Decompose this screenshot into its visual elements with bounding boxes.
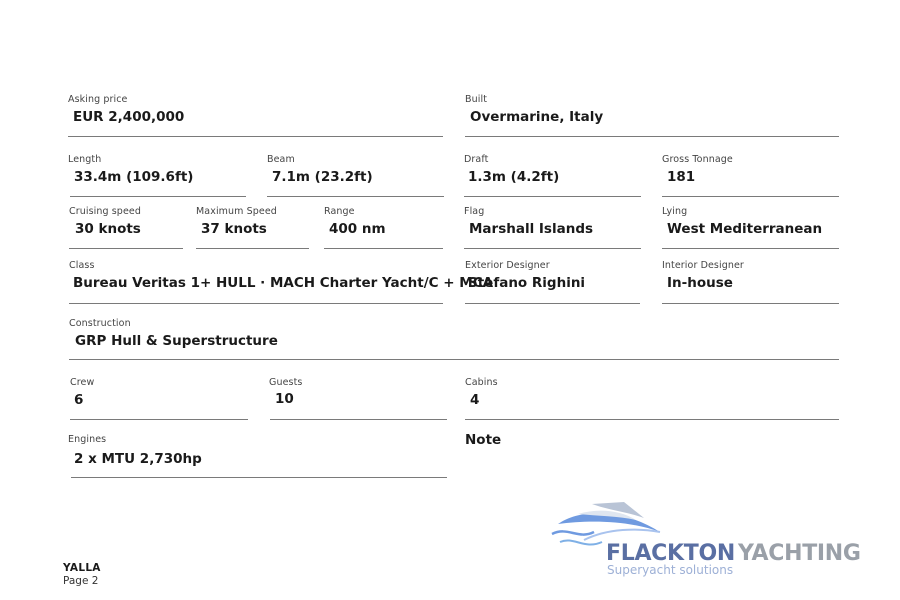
gross-tonnage-label: Gross Tonnage bbox=[662, 154, 733, 165]
interior-designer-label: Interior Designer bbox=[662, 260, 744, 271]
divider bbox=[69, 359, 839, 360]
divider bbox=[662, 303, 839, 304]
class-field bbox=[69, 260, 494, 291]
class-value: Bureau Veritas 1+ HULL · MACH Charter Yacht/C + MCA bbox=[73, 275, 494, 291]
interior-designer-field bbox=[662, 260, 744, 291]
interior-designer-value: In-house bbox=[667, 275, 733, 291]
construction-label: Construction bbox=[69, 318, 131, 329]
length-field bbox=[68, 154, 194, 185]
asking-price-value: EUR 2,400,000 bbox=[73, 109, 185, 125]
maximum-speed-label: Maximum Speed bbox=[196, 206, 277, 217]
engines-field bbox=[68, 434, 202, 467]
divider bbox=[465, 303, 640, 304]
range-label: Range bbox=[324, 206, 355, 217]
flackton-yachting-logo bbox=[548, 498, 878, 582]
crew-value: 6 bbox=[74, 392, 84, 408]
construction-field bbox=[69, 318, 278, 349]
logo-brand-flackton: FLACKTON bbox=[606, 541, 735, 566]
crew-field bbox=[70, 377, 95, 408]
guests-label: Guests bbox=[269, 377, 303, 388]
built-field bbox=[465, 94, 604, 125]
gross-tonnage-field bbox=[662, 154, 733, 185]
footer-yacht-name: YALLA bbox=[63, 562, 101, 574]
divider bbox=[464, 196, 641, 197]
exterior-designer-field bbox=[465, 260, 586, 291]
divider bbox=[464, 248, 641, 249]
flag-field bbox=[464, 206, 594, 237]
divider bbox=[267, 196, 444, 197]
divider bbox=[662, 196, 839, 197]
class-label: Class bbox=[69, 260, 95, 271]
draft-field bbox=[464, 154, 560, 185]
divider bbox=[465, 419, 839, 420]
divider bbox=[69, 303, 443, 304]
divider bbox=[70, 419, 248, 420]
built-label: Built bbox=[465, 94, 488, 105]
divider bbox=[324, 248, 443, 249]
maximum-speed-value: 37 knots bbox=[201, 221, 267, 237]
length-value: 33.4m (109.6ft) bbox=[74, 169, 194, 185]
flag-label: Flag bbox=[464, 206, 485, 217]
divider bbox=[69, 248, 183, 249]
gross-tonnage-value: 181 bbox=[667, 169, 696, 185]
cruising-speed-field bbox=[69, 206, 141, 237]
cruising-speed-value: 30 knots bbox=[75, 221, 141, 237]
divider bbox=[662, 248, 839, 249]
cabins-label: Cabins bbox=[465, 377, 498, 388]
lying-field bbox=[662, 206, 823, 237]
length-label: Length bbox=[68, 154, 102, 165]
guests-field bbox=[269, 377, 303, 407]
logo-tagline: Superyacht solutions bbox=[607, 563, 734, 577]
exterior-designer-label: Exterior Designer bbox=[465, 260, 550, 271]
beam-field bbox=[267, 154, 373, 185]
draft-label: Draft bbox=[464, 154, 489, 165]
divider bbox=[70, 196, 246, 197]
asking-price-field bbox=[68, 94, 185, 125]
cabins-value: 4 bbox=[470, 392, 480, 408]
cabins-field bbox=[465, 377, 498, 408]
beam-value: 7.1m (23.2ft) bbox=[272, 169, 373, 185]
asking-price-label: Asking price bbox=[68, 94, 128, 105]
guests-value: 10 bbox=[275, 391, 294, 407]
divider bbox=[68, 136, 443, 137]
draft-value: 1.3m (4.2ft) bbox=[468, 169, 560, 185]
divider bbox=[71, 477, 447, 478]
flag-value: Marshall Islands bbox=[469, 221, 594, 237]
engines-value: 2 x MTU 2,730hp bbox=[74, 451, 202, 467]
logo-brand-yachting: YACHTING bbox=[738, 541, 861, 566]
built-value: Overmarine, Italy bbox=[470, 109, 604, 125]
beam-label: Beam bbox=[267, 154, 295, 165]
cruising-speed-label: Cruising speed bbox=[69, 206, 141, 217]
exterior-designer-value: Stefano Righini bbox=[468, 275, 586, 291]
lying-value: West Mediterranean bbox=[667, 221, 823, 237]
range-field bbox=[324, 206, 386, 237]
construction-value: GRP Hull & Superstructure bbox=[75, 333, 278, 349]
crew-label: Crew bbox=[70, 377, 95, 388]
divider bbox=[270, 419, 447, 420]
engines-label: Engines bbox=[68, 434, 107, 445]
divider bbox=[196, 248, 309, 249]
lying-label: Lying bbox=[662, 206, 688, 217]
footer-page-number: Page 2 bbox=[63, 575, 99, 587]
note-heading: Note bbox=[465, 432, 502, 448]
divider bbox=[465, 136, 839, 137]
range-value: 400 nm bbox=[329, 221, 386, 237]
maximum-speed-field bbox=[196, 206, 277, 237]
